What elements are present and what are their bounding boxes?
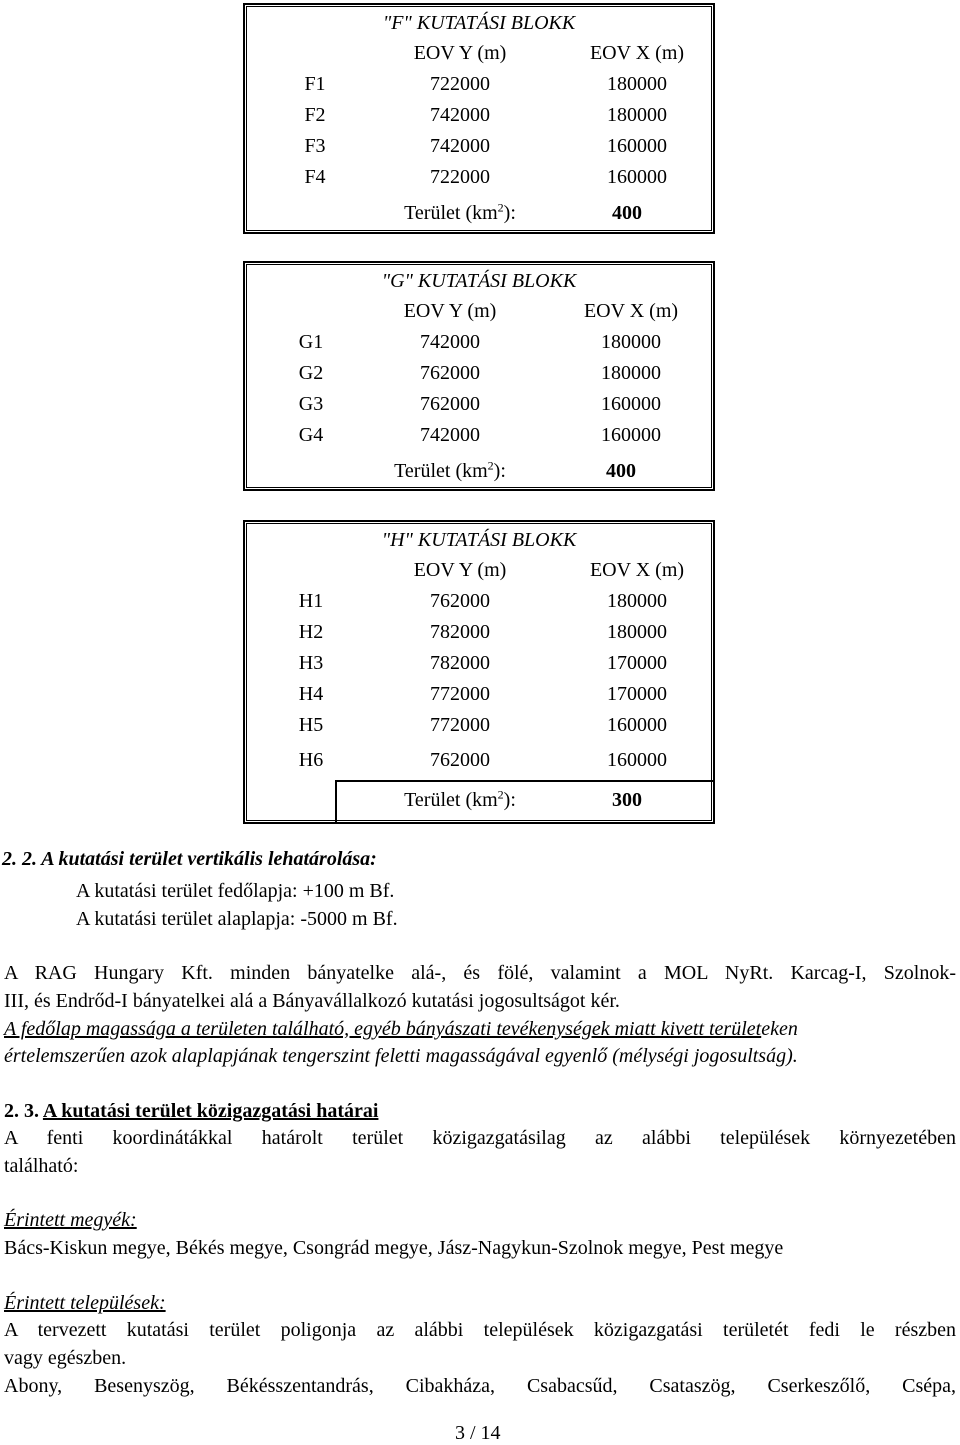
- point-label: F3: [304, 135, 326, 157]
- point-label: G4: [298, 424, 324, 446]
- coordinate-table-g: [243, 261, 715, 491]
- eov-x-value: 160000: [607, 135, 667, 157]
- table-row: [245, 679, 713, 710]
- col-header-eov-y: EOV Y (m): [413, 42, 507, 64]
- block-title: "H" KUTATÁSI BLOKK: [381, 529, 577, 551]
- eov-y-value: 742000: [420, 424, 480, 446]
- point-label: F2: [304, 104, 326, 126]
- area-value: 400: [612, 202, 642, 224]
- eov-x-value: 180000: [607, 73, 667, 95]
- block-title-row: [245, 5, 713, 38]
- counties-label: Érintett megyék:: [4, 1209, 137, 1231]
- col-header-eov-x: EOV X (m): [583, 300, 679, 322]
- counties-list: Bács-Kiskun megye, Békés megye, Csongrád megye, Jász-Nagykun-Szolnok megye, Pest megye: [4, 1237, 784, 1259]
- area-label: Terület $(km^2)$:: [404, 200, 516, 224]
- eov-x-value: 170000: [607, 652, 667, 674]
- underlined-text: A fedőlap magassága a területen található, egyéb bányászati tevékenységek miatt kivett terület: [4, 1018, 762, 1040]
- point-label: H4: [298, 683, 324, 705]
- rag-italic-line-2: értelemszerűen azok alaplapjának tengerszint feletti magasságával egyenlő (mélységi jogosultság).: [4, 1045, 798, 1067]
- table-row: [245, 131, 713, 162]
- eov-x-value: 180000: [601, 331, 661, 353]
- eov-y-value: 722000: [430, 166, 490, 188]
- rag-italic-line-1: A fedőlap magassága a területen található, egyéb bányászati tevékenységek miatt kivett területeken: [4, 1018, 798, 1040]
- eov-x-value: 180000: [607, 621, 667, 643]
- table-row: [245, 69, 713, 100]
- area-row: [245, 193, 713, 227]
- eov-y-value: 762000: [430, 749, 490, 771]
- eov-x-value: 180000: [607, 104, 667, 126]
- table-row: [245, 617, 713, 648]
- point-label: G1: [298, 331, 324, 353]
- top-surface-line: A kutatási terület fedőlapja: +100 m Bf.: [76, 880, 395, 902]
- eov-y-value: 772000: [430, 714, 490, 736]
- eov-y-value: 782000: [430, 621, 490, 643]
- base-surface-line: A kutatási terület alaplapja: -5000 m Bf.: [76, 908, 398, 930]
- point-label: G3: [298, 393, 324, 415]
- rag-paragraph-line-2: III, és Endrőd-I bányatelkei alá a Bányavállalkozó kutatási jogosultságot kér.: [4, 990, 620, 1012]
- eov-x-value: 160000: [601, 424, 661, 446]
- eov-y-value: 742000: [430, 104, 490, 126]
- point-label: H2: [298, 621, 324, 643]
- header-row: [245, 38, 713, 69]
- table-row: [245, 100, 713, 131]
- settlements-paragraph-line-2: vagy egészben.: [4, 1347, 127, 1369]
- eov-x-value: 180000: [601, 362, 661, 384]
- point-label: H6: [298, 749, 324, 771]
- area-row: [245, 451, 713, 485]
- col-header-eov-y: EOV Y (m): [413, 559, 507, 581]
- header-row: [245, 555, 713, 586]
- eov-y-value: 772000: [430, 683, 490, 705]
- rag-paragraph-line-1: A RAG Hungary Kft. minden bányatelke alá-, és fölé, valamint a MOL NyRt. Karcag-I, Szolnok-: [4, 962, 956, 984]
- point-label: G2: [298, 362, 324, 384]
- point-label: H1: [298, 590, 324, 612]
- eov-y-value: 762000: [430, 590, 490, 612]
- block-title: "F" KUTATÁSI BLOKK: [382, 12, 576, 34]
- table-row: [245, 710, 713, 741]
- table-row: [245, 741, 713, 777]
- col-header-eov-x: EOV X (m): [589, 559, 685, 581]
- eov-y-value: 762000: [420, 393, 480, 415]
- area-row: [245, 777, 713, 817]
- settlements-label: Érintett települések:: [4, 1292, 166, 1314]
- col-header-eov-x: EOV X (m): [589, 42, 685, 64]
- eov-y-value: 782000: [430, 652, 490, 674]
- admin-paragraph-line-1: A fenti koordinátákkal határolt terület közigazgatásilag az alábbi települések környezetében: [4, 1127, 956, 1149]
- section-2-3-heading: 2. 3. A kutatási terület közigazgatási határai: [4, 1100, 379, 1122]
- point-label: F4: [304, 166, 326, 188]
- eov-y-value: 742000: [430, 135, 490, 157]
- table-row: [245, 648, 713, 679]
- eov-y-value: 742000: [420, 331, 480, 353]
- table-row: [245, 162, 713, 193]
- eov-x-value: 160000: [607, 714, 667, 736]
- eov-x-value: 170000: [607, 683, 667, 705]
- block-title-row: [245, 522, 713, 555]
- header-row: [245, 296, 713, 327]
- table-row: [245, 327, 713, 358]
- settlements-paragraph-line-1: A tervezett kutatási terület poligonja az alábbi települések közigazgatási területét fedi le részben: [4, 1319, 956, 1341]
- table-row: [245, 358, 713, 389]
- eov-y-value: 762000: [420, 362, 480, 384]
- point-label: H5: [298, 714, 324, 736]
- eov-x-value: 180000: [607, 590, 667, 612]
- coordinate-table-h: [243, 520, 715, 824]
- admin-paragraph-line-2: található:: [4, 1155, 79, 1177]
- page-number: 3 / 14: [455, 1422, 501, 1444]
- eov-x-value: 160000: [601, 393, 661, 415]
- section-2-2-heading: 2. 2. A kutatási terület vertikális lehatárolása:: [2, 848, 377, 870]
- table-row: [245, 420, 713, 451]
- block-title: "G" KUTATÁSI BLOKK: [381, 270, 577, 292]
- eov-x-value: 160000: [607, 166, 667, 188]
- area-label: Terület $(km^2)$:: [394, 458, 506, 482]
- table-row: [245, 586, 713, 617]
- area-value: 400: [606, 460, 636, 482]
- area-value: 300: [612, 789, 642, 811]
- eov-x-value: 160000: [607, 749, 667, 771]
- table-row: [245, 389, 713, 420]
- area-label: Terület $(km^2)$:: [404, 787, 516, 811]
- settlements-list: Abony, Besenyszög, Békésszentandrás, Cibakháza, Csabacsűd, Csataszög, Cserkeszőlő, Csépa,: [4, 1375, 956, 1397]
- col-header-eov-y: EOV Y (m): [403, 300, 497, 322]
- coordinate-table-f: [243, 3, 715, 234]
- eov-y-value: 722000: [430, 73, 490, 95]
- block-title-row: [245, 263, 713, 296]
- point-label: F1: [304, 73, 326, 95]
- point-label: H3: [298, 652, 324, 674]
